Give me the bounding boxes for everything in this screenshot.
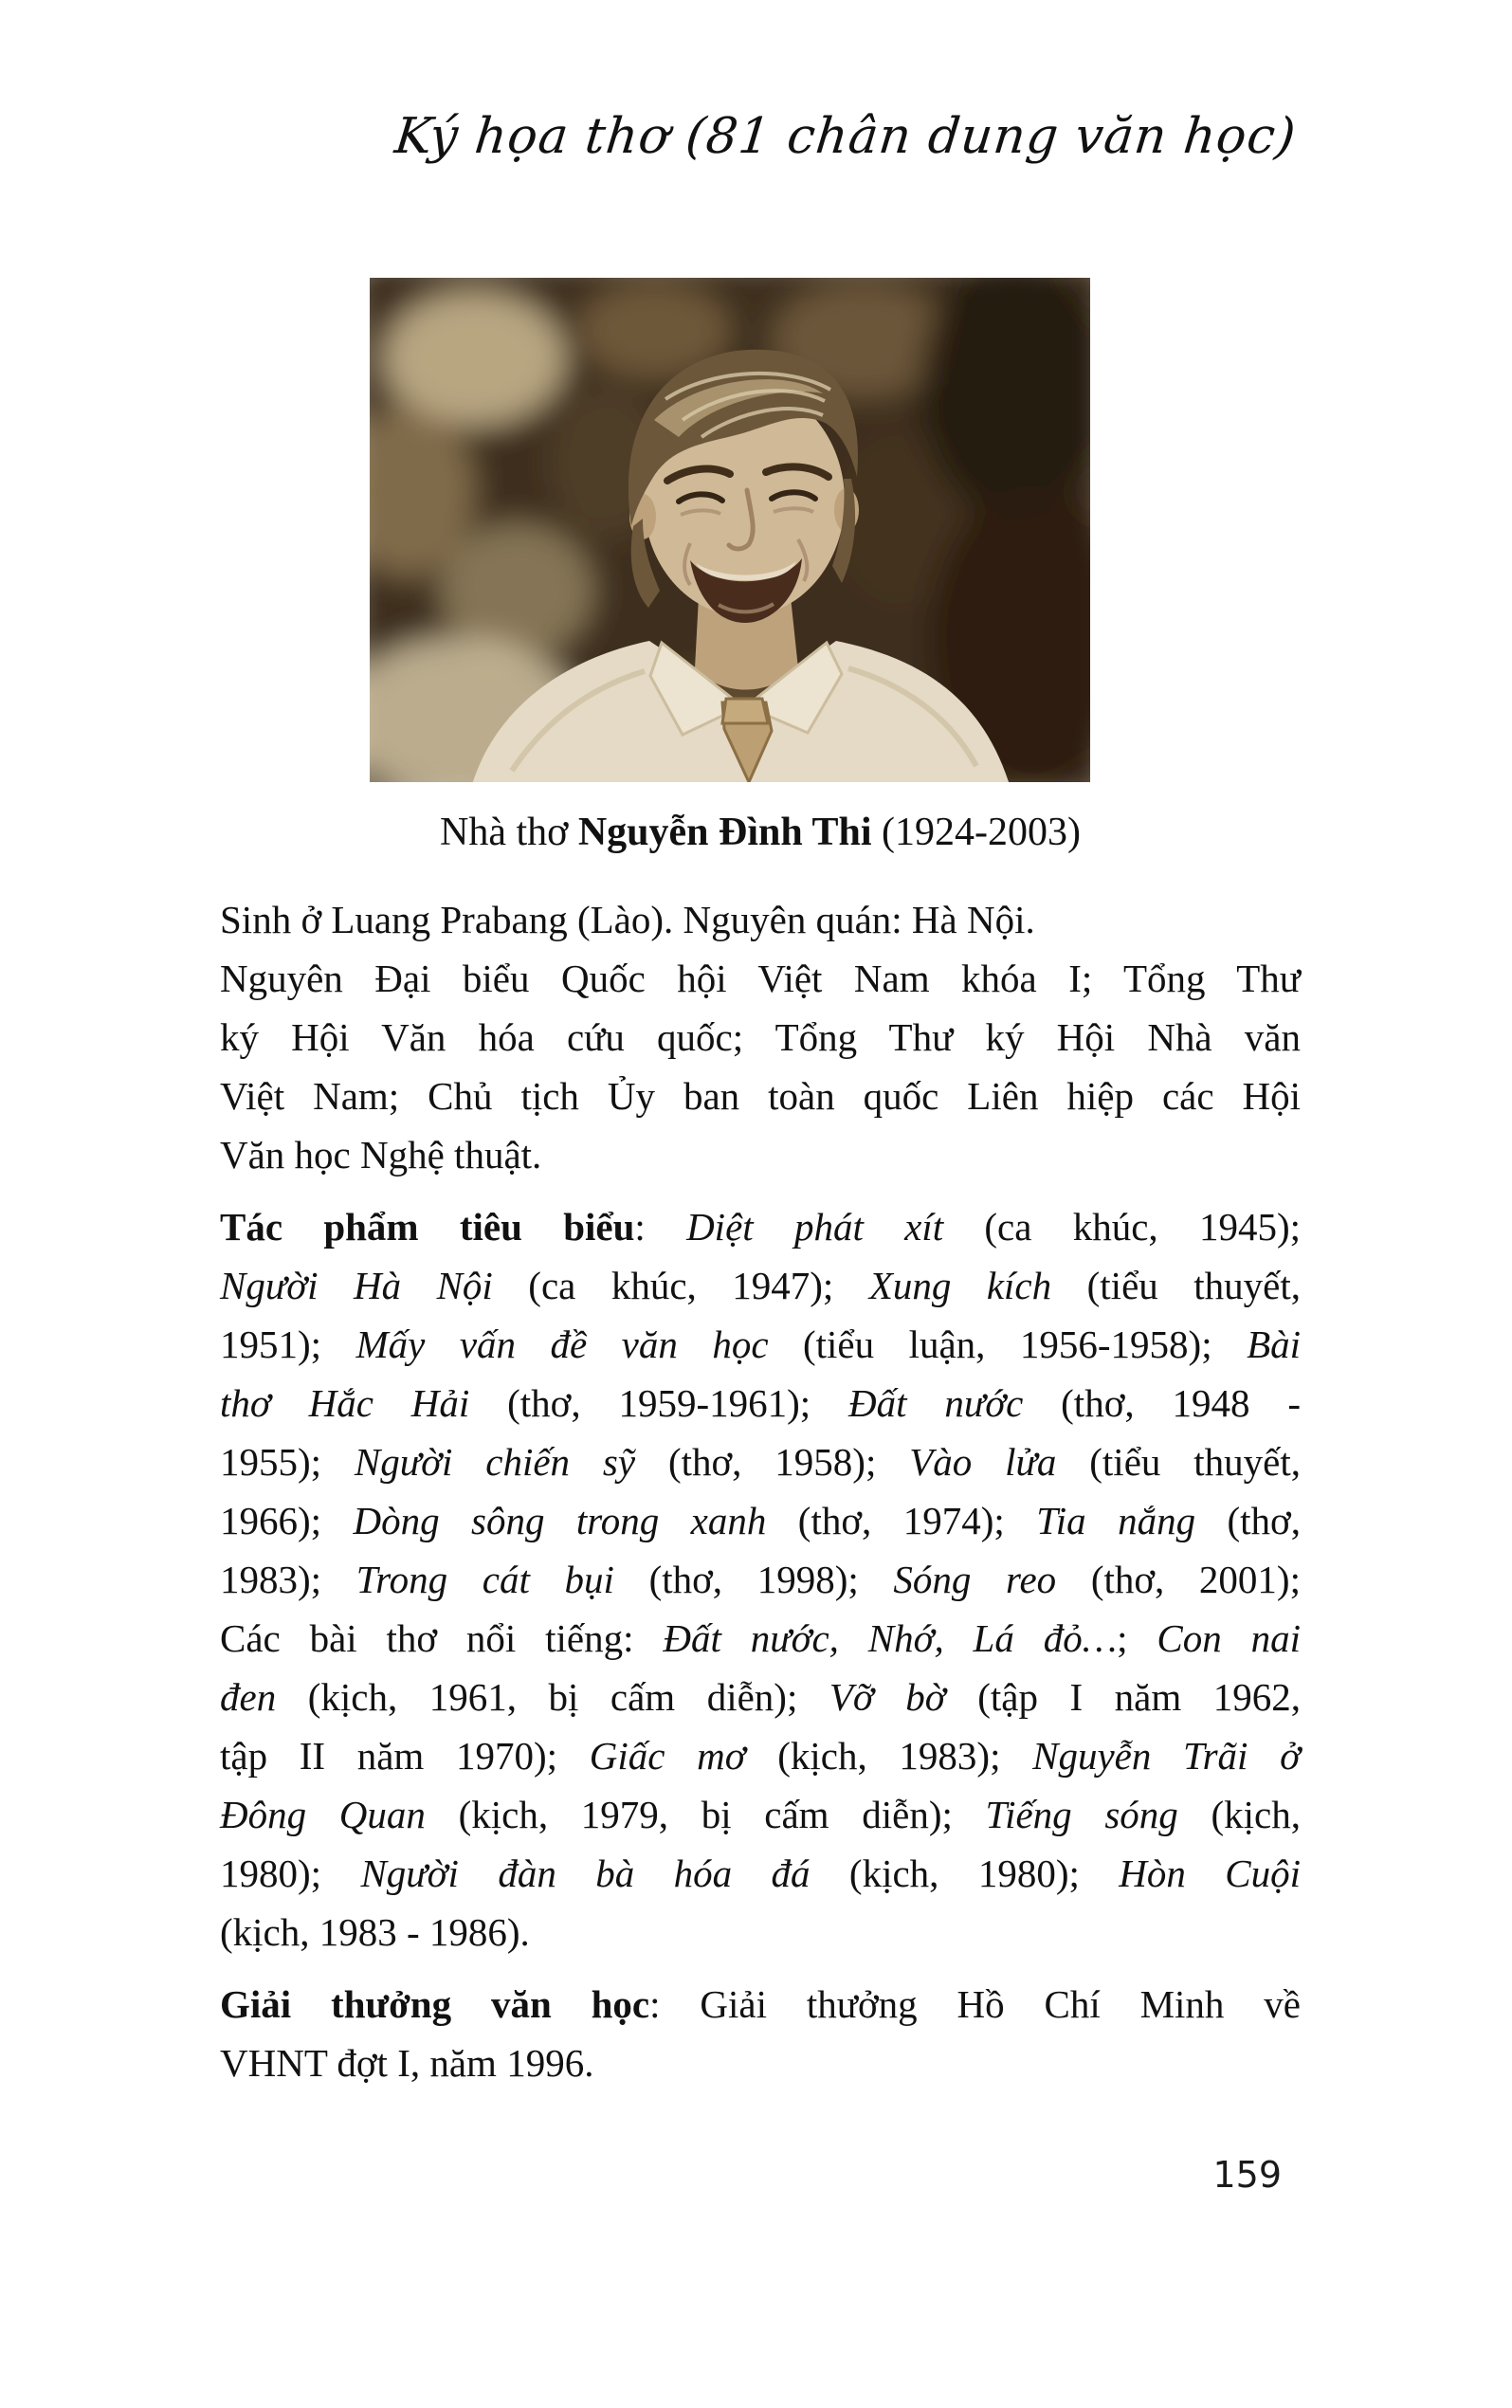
text-run: thơ Hắc Hải	[220, 1381, 470, 1425]
text-run: Hòn Cuội	[1119, 1852, 1302, 1895]
text-line	[220, 1975, 1301, 2034]
text-run: Con nai	[1157, 1616, 1301, 1660]
text-run: Việt Nam; Chủ tịch Ủy ban toàn quốc Liên hiệp các Hội	[220, 1074, 1301, 1118]
page-number: 159	[1212, 2154, 1282, 2196]
portrait-photo	[370, 278, 1090, 782]
text-run: Trong cát bụi	[355, 1558, 614, 1601]
text-run: Tác phẩm tiêu biểu	[220, 1205, 635, 1249]
text-run: tập II năm 1970);	[220, 1734, 590, 1778]
text-run: (tập I năm 1962,	[945, 1675, 1301, 1719]
text-run: Đông Quan	[220, 1793, 426, 1836]
text-run: (kịch, 1961, bị cấm diễn);	[276, 1675, 829, 1719]
text-run: Xung kích	[868, 1264, 1052, 1307]
awards-paragraph	[220, 1975, 1301, 2092]
text-run: Mấy vấn đề văn học	[355, 1323, 769, 1366]
text-line	[220, 2034, 1301, 2092]
text-run: Vào lửa	[909, 1440, 1057, 1484]
text-run: : Giải thưởng Hồ Chí Minh về	[649, 1982, 1301, 2026]
text-line	[220, 1315, 1301, 1374]
text-run: (kịch, 1983 - 1986).	[220, 1910, 530, 1954]
text-run: Diệt phát xít	[686, 1205, 944, 1249]
text-run: Tiếng sóng	[985, 1793, 1178, 1836]
text-run: ký Hội Văn hóa cứu quốc; Tổng Thư ký Hội Nhà văn	[220, 1015, 1301, 1059]
text-run: Đất nước, Nhớ, Lá đỏ…	[663, 1616, 1118, 1660]
text-run: Nguyễn Trãi ở	[1032, 1734, 1301, 1778]
text-run: 1951);	[220, 1323, 356, 1366]
text-run: Các bài thơ nổi tiếng:	[220, 1616, 664, 1660]
text-run: Người Hà Nội	[220, 1264, 493, 1307]
text-run: (thơ, 2001);	[1056, 1558, 1301, 1601]
text-line	[220, 1726, 1301, 1785]
text-run: (tiểu luận, 1956-1958);	[768, 1323, 1248, 1366]
text-run: Người chiến sỹ	[354, 1440, 636, 1484]
photo-caption	[220, 803, 1301, 862]
text-run: (thơ, 1948 -	[1023, 1381, 1301, 1425]
text-line	[220, 803, 1301, 862]
works-paragraph	[220, 1197, 1301, 1961]
text-line	[220, 1256, 1301, 1315]
text-run: Dòng sông trong xanh	[353, 1499, 767, 1542]
text-run: Nguyên Đại biểu Quốc hội Việt Nam khóa I; Tổng Thư	[220, 957, 1301, 1000]
running-header: Ký họa thơ (81 chân dung văn học)	[392, 108, 1300, 165]
bio-paragraph	[220, 890, 1301, 1184]
text-run: Người đàn bà hóa đá	[360, 1852, 811, 1895]
text-line	[220, 1432, 1301, 1491]
text-run: (thơ,	[1195, 1499, 1301, 1542]
text-line	[220, 1844, 1301, 1903]
text-run: :	[634, 1205, 687, 1249]
text-run: Vỡ bờ	[829, 1675, 946, 1719]
text-run: (thơ, 1998);	[613, 1558, 894, 1601]
text-run: (ca khúc, 1945);	[943, 1205, 1301, 1249]
text-run: (kịch, 1980);	[810, 1852, 1120, 1895]
text-run: (thơ, 1974);	[766, 1499, 1037, 1542]
text-line	[220, 1197, 1301, 1256]
text-run: Văn học Nghệ thuật.	[220, 1133, 542, 1177]
text-run: (1924-2003)	[871, 811, 1082, 854]
text-run: Tia nắng	[1036, 1499, 1196, 1542]
text-run: 1955);	[220, 1440, 355, 1484]
text-run: Nhà thơ	[439, 811, 578, 854]
text-run: Sinh ở Luang Prabang (Lào). Nguyên quán: Hà Nội.	[220, 898, 1035, 941]
text-line	[220, 1609, 1301, 1668]
text-line	[220, 1374, 1301, 1432]
text-line	[220, 1550, 1301, 1609]
text-run: (tiểu thuyết,	[1056, 1440, 1301, 1484]
text-run: 1966);	[220, 1499, 354, 1542]
text-run: Bài	[1247, 1323, 1301, 1366]
text-run: Giải thưởng văn học	[220, 1982, 650, 2026]
text-line	[220, 1903, 1301, 1961]
text-line	[220, 1008, 1301, 1067]
text-column	[220, 278, 1301, 2197]
text-line	[220, 890, 1301, 949]
text-line	[220, 949, 1301, 1008]
text-run: (kịch,	[1177, 1793, 1301, 1836]
portrait-photo-illustration	[370, 278, 1090, 782]
text-run: Sóng reo	[893, 1558, 1057, 1601]
text-run: (tiểu thuyết,	[1051, 1264, 1301, 1307]
text-run: ;	[1117, 1616, 1157, 1660]
text-run: (kịch, 1979, bị cấm diễn);	[425, 1793, 986, 1836]
text-run: (kịch, 1983);	[745, 1734, 1033, 1778]
text-run: Giấc mơ	[589, 1734, 746, 1778]
text-line	[220, 1785, 1301, 1844]
text-line	[220, 1067, 1301, 1125]
text-run: (thơ, 1959-1961);	[469, 1381, 848, 1425]
text-run: VHNT đợt I, năm 1996.	[220, 2041, 594, 2085]
text-run: Nguyễn Đình Thi	[577, 811, 872, 854]
text-run: đen	[220, 1675, 277, 1719]
text-run: Đất nước	[848, 1381, 1024, 1425]
text-line	[220, 1491, 1301, 1550]
text-run: (thơ, 1958);	[635, 1440, 910, 1484]
text-run: 1980);	[220, 1852, 361, 1895]
text-line	[220, 1668, 1301, 1726]
text-run: (ca khúc, 1947);	[492, 1264, 869, 1307]
text-run: 1983);	[220, 1558, 356, 1601]
text-line	[220, 1125, 1301, 1184]
